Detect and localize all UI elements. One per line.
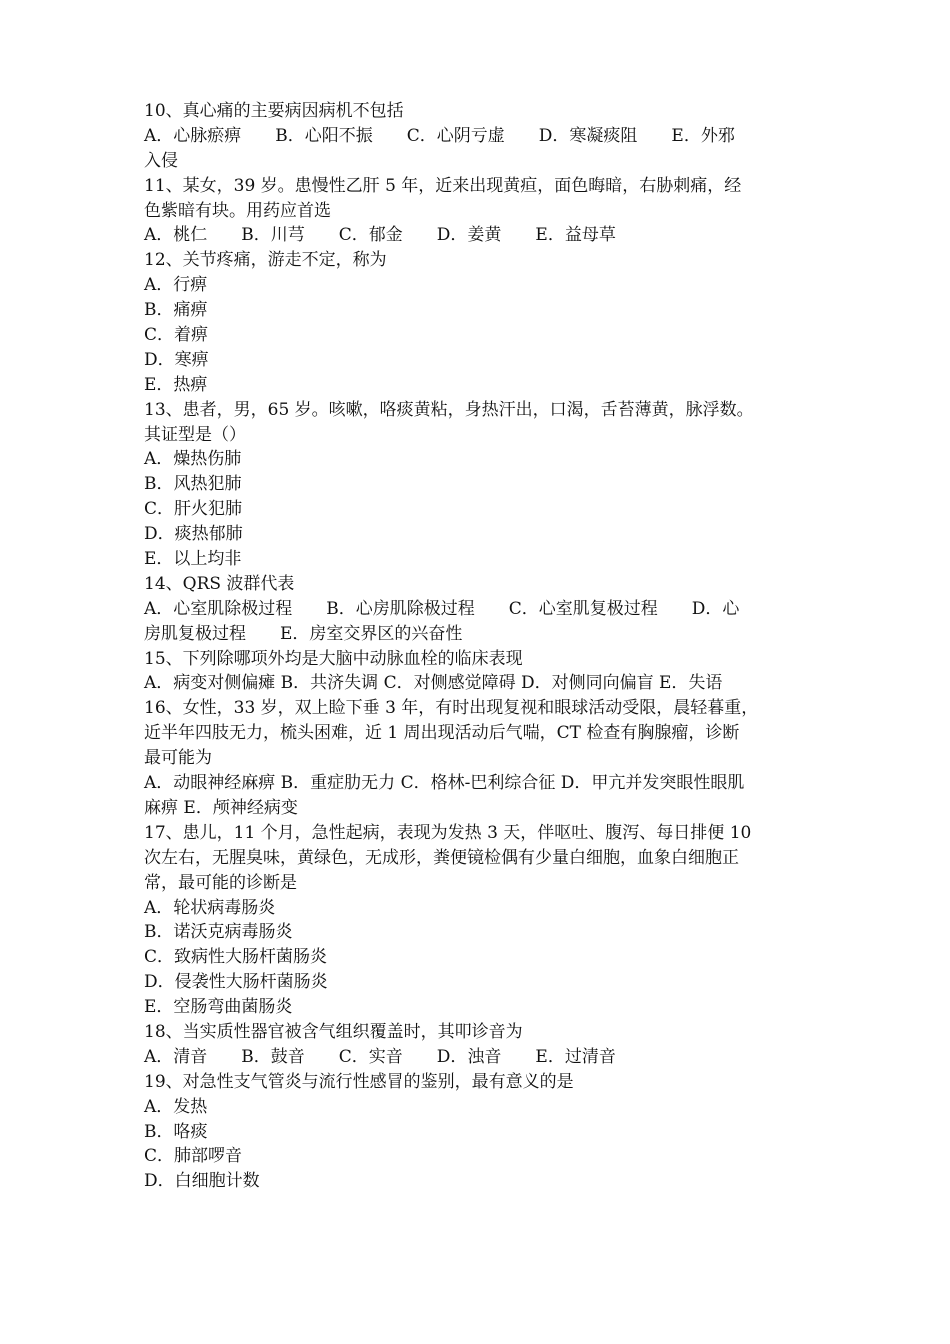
question-text: 19、对急性支气管炎与流行性感冒的鉴别，最有意义的是	[144, 1071, 574, 1092]
question-line: A．清音 B．鼓音 C．实音 D．浊音 E．过清音	[144, 1046, 616, 1067]
question-line: A．动眼神经麻痹 B．重症肋无力 C．格林-巴利综合征 D．甲亢并发突眼性眼肌	[144, 773, 745, 794]
question-line: 次左右，无腥臭味，黄绿色，无成形，粪便镜检偶有少量白细胞，血象白细胞正	[144, 847, 739, 868]
question-text: 13、患者，男，65 岁。咳嗽，咯痰黄粘，身热汗出，口渴，舌苔薄黄，脉浮数。	[144, 399, 754, 420]
question-line: 近半年四肢无力，梳头困难，近 1 周出现活动后气喘，CT 检查有胸腺瘤，诊断	[144, 723, 740, 744]
question-line: C．肝火犯肺	[144, 499, 243, 520]
question-item	[144, 647, 814, 697]
question-line: C．肺部啰音	[144, 1146, 243, 1167]
question-item	[144, 248, 814, 397]
question-list	[144, 99, 814, 1194]
question-text: 17、患儿，11 个月，急性起病，表现为发热 3 天，伴呕吐、腹泻、每日排便 10	[144, 822, 752, 843]
question-line: E．以上均非	[144, 549, 242, 570]
question-line: 最可能为	[144, 748, 212, 769]
question-text: 12、关节疼痛，游走不定，称为	[144, 250, 387, 271]
question-line: B．咯痰	[144, 1121, 208, 1142]
question-line: A．桃仁 B．川芎 C．郁金 D．姜黄 E．益母草	[144, 225, 616, 246]
question-line: 常，最可能的诊断是	[144, 872, 297, 893]
question-line: D．寒痹	[144, 349, 209, 370]
question-item	[144, 398, 814, 572]
question-line: E．热痹	[144, 374, 208, 395]
question-line: C．着痹	[144, 325, 209, 346]
question-line: A．心室肌除极过程 B．心房肌除极过程 C．心室肌复极过程 D．心	[144, 598, 740, 619]
question-line: 入侵	[144, 150, 178, 171]
question-line: A．心脉瘀痹 B．心阳不振 C．心阴亏虚 D．寒凝痰阻 E．外邪	[144, 125, 735, 146]
question-item	[144, 1070, 814, 1194]
question-text: 15、下列除哪项外均是大脑中动脉血栓的临床表现	[144, 648, 523, 669]
question-text: 18、当实质性器官被含气组织覆盖时，其叩诊音为	[144, 1021, 523, 1042]
question-item	[144, 821, 814, 1020]
question-line: 麻痹 E．颅神经病变	[144, 797, 298, 818]
question-line: A．发热	[144, 1096, 208, 1117]
question-line: B．风热犯肺	[144, 474, 242, 495]
question-text: 10、真心痛的主要病因病机不包括	[144, 101, 404, 121]
question-line: D．白细胞计数	[144, 1171, 260, 1192]
question-item	[144, 1020, 814, 1070]
question-item	[144, 174, 814, 249]
question-line: 色紫暗有块。用药应首选	[144, 200, 331, 221]
question-text: 16、女性，33 岁，双上睑下垂 3 年，有时出现复视和眼球活动受限，晨轻暮重，	[144, 698, 759, 719]
question-line: B．诺沃克病毒肠炎	[144, 922, 293, 943]
question-line: C．致病性大肠杆菌肠炎	[144, 947, 328, 968]
question-line: A．燥热伤肺	[144, 449, 242, 470]
question-item	[144, 696, 814, 820]
question-line: A．行痹	[144, 275, 208, 296]
question-item	[144, 99, 814, 174]
question-line: E．空肠弯曲菌肠炎	[144, 997, 293, 1018]
question-line: 房肌复极过程 E．房室交界区的兴奋性	[144, 623, 463, 644]
question-text: 14、QRS 波群代表	[144, 573, 295, 594]
question-line: D．侵袭性大肠杆菌肠炎	[144, 972, 328, 993]
question-item	[144, 572, 814, 647]
question-text: 11、某女，39 岁。患慢性乙肝 5 年，近来出现黄疸，面色晦暗，右胁刺痛，经	[144, 175, 742, 196]
question-line: 其证型是（）	[144, 424, 246, 445]
question-line: B．痛痹	[144, 300, 208, 321]
question-line: A．病变对侧偏瘫 B．共济失调 C．对侧感觉障碍 D．对侧同向偏盲 E．失语	[144, 673, 723, 694]
question-line: A．轮状病毒肠炎	[144, 897, 276, 918]
question-line: D．痰热郁肺	[144, 524, 243, 545]
